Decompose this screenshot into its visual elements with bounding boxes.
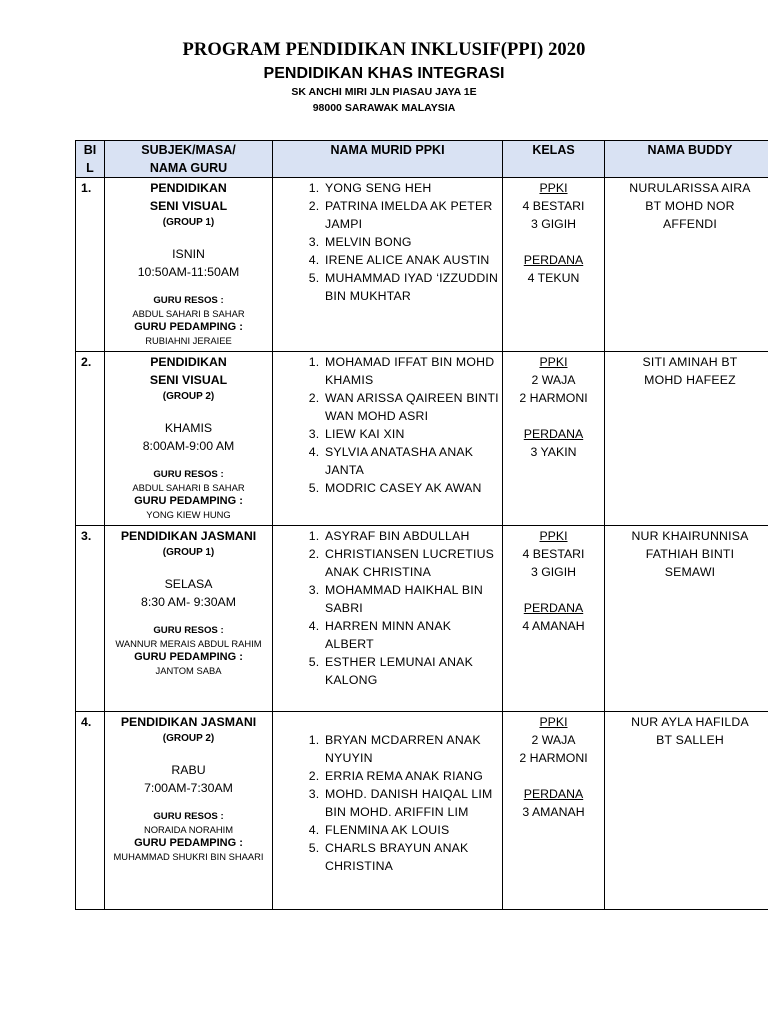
- guru-pedamping-label: GURU PEDAMPING :: [134, 651, 243, 663]
- ppki-class: 3 GIGIH: [530, 565, 577, 579]
- ppki-class: 2 WAJA: [531, 733, 576, 747]
- ppi-schedule-table: [75, 140, 768, 910]
- row-number: 4.: [76, 712, 105, 910]
- table-row: [76, 526, 768, 712]
- guru-resos-name: NORAIDA NORAHIM: [143, 824, 234, 835]
- subject-cell: [105, 526, 273, 712]
- table-header-row: [76, 141, 768, 178]
- subject-cell: [105, 178, 273, 352]
- group-label: (GROUP 2): [162, 391, 215, 402]
- student-item: 2. CHRISTIANSEN LUCRETIUS ANAK CHRISTINA: [323, 545, 502, 581]
- buddy-name-line: NUR AYLA HAFILDA: [631, 715, 749, 729]
- subject-cell: [105, 712, 273, 910]
- buddy-cell: [605, 352, 768, 526]
- guru-pedamping-name: YONG KIEW HUNG: [146, 509, 231, 520]
- guru-pedamping-name: JANTOM SABA: [155, 665, 222, 676]
- buddy-name-line: FATHIAH BINTI: [645, 547, 735, 561]
- guru-pedamping-name: RUBIAHNI JERAIEE: [145, 335, 232, 346]
- guru-resos-label: GURU RESOS :: [153, 625, 224, 636]
- student-item: 5. CHARLS BRAYUN ANAK CHRISTINA: [323, 839, 502, 875]
- buddy-name-line: SEMAWI: [664, 565, 716, 579]
- group-label: (GROUP 2): [162, 733, 215, 744]
- ppki-label: PPKI: [539, 181, 568, 195]
- ppki-label: PPKI: [539, 355, 568, 369]
- school-address-line2: 98000 SARAWAK MALAYSIA: [312, 102, 456, 114]
- student-item: 3. MOHD. DANISH HAIQAL LIM BIN MOHD. ARIFFIN LIM: [323, 785, 502, 821]
- class-cell: [503, 712, 605, 910]
- ppki-class: 4 BESTARI: [522, 547, 585, 561]
- guru-resos-name: ABDUL SAHARI B SAHAR: [132, 482, 245, 493]
- student-item: 1. MOHAMAD IFFAT BIN MOHD KHAMIS: [323, 353, 502, 389]
- student-item: 4. FLENMINA AK LOUIS: [323, 821, 502, 839]
- guru-resos-name: WANNUR MERAIS ABDUL RAHIM: [115, 638, 262, 649]
- buddy-name-line: NUR KHAIRUNNISA: [631, 529, 749, 543]
- student-list: [273, 353, 502, 497]
- ppki-label: PPKI: [539, 529, 568, 543]
- buddy-cell: [605, 526, 768, 712]
- student-item: 1. BRYAN MCDARREN ANAK NYUYIN: [323, 731, 502, 767]
- day-label: ISNIN: [172, 247, 205, 261]
- subject-name: PENDIDIKAN JASMANI: [120, 529, 257, 543]
- perdana-label: PERDANA: [523, 601, 584, 615]
- time-label: 7:00AM-7:30AM: [144, 781, 233, 795]
- table-row: [76, 178, 768, 352]
- group-label: (GROUP 1): [162, 217, 215, 228]
- student-item: 3. MELVIN BONG: [323, 233, 502, 251]
- perdana-class: 4 AMANAH: [522, 619, 585, 633]
- guru-resos-name: ABDUL SAHARI B SAHAR: [132, 308, 245, 319]
- student-item: 1. YONG SENG HEH: [323, 179, 502, 197]
- column-header-buddy: NAMA BUDDY: [605, 141, 768, 178]
- buddy-cell: [605, 712, 768, 910]
- guru-resos-label: GURU RESOS :: [153, 469, 224, 480]
- subject-name-line2: SENI VISUAL: [149, 373, 228, 387]
- students-cell: [273, 712, 503, 910]
- perdana-class: 4 TEKUN: [527, 271, 580, 285]
- time-label: 8:30 AM- 9:30AM: [140, 595, 236, 609]
- student-item: 4. IRENE ALICE ANAK AUSTIN: [323, 251, 502, 269]
- guru-pedamping-label: GURU PEDAMPING :: [134, 321, 243, 333]
- buddy-name-line: BT MOHD NOR: [645, 199, 735, 213]
- perdana-label: PERDANA: [523, 427, 584, 441]
- document-title: PROGRAM PENDIDIKAN INKLUSIF(PPI) 2020: [182, 40, 586, 60]
- buddy-name-line: SITI AMINAH BT: [642, 355, 738, 369]
- subject-name: PENDIDIKAN: [150, 355, 227, 369]
- class-cell: [503, 526, 605, 712]
- students-cell: [273, 352, 503, 526]
- guru-pedamping-name: MUHAMMAD SHUKRI BIN SHAARI: [113, 851, 264, 862]
- student-item: 1. ASYRAF BIN ABDULLAH: [323, 527, 502, 545]
- student-item: 4. HARREN MINN ANAK ALBERT: [323, 617, 502, 653]
- buddy-name-line: NURULARISSA AIRA: [629, 181, 751, 195]
- document-header: [0, 38, 768, 116]
- student-item: 5. MUHAMMAD IYAD ‘IZZUDDIN BIN MUKHTAR: [323, 269, 502, 305]
- buddy-name-line: AFFENDI: [662, 217, 717, 231]
- column-header-subjek: SUBJEK/MASA/ NAMA GURU: [105, 141, 273, 178]
- perdana-label: PERDANA: [523, 787, 584, 801]
- table-row: [76, 712, 768, 910]
- day-label: KHAMIS: [164, 421, 213, 435]
- ppki-label: PPKI: [539, 715, 568, 729]
- column-header-bil: BI L: [76, 141, 105, 178]
- guru-pedamping-label: GURU PEDAMPING :: [134, 495, 243, 507]
- students-cell: [273, 178, 503, 352]
- guru-resos-label: GURU RESOS :: [153, 811, 224, 822]
- subject-name-line2: SENI VISUAL: [149, 199, 228, 213]
- row-number: 1.: [76, 178, 105, 352]
- students-cell: [273, 526, 503, 712]
- subject-name: PENDIDIKAN JASMANI: [120, 715, 257, 729]
- student-item: 5. ESTHER LEMUNAI ANAK KALONG: [323, 653, 502, 689]
- student-list: [273, 527, 502, 689]
- buddy-name-line: MOHD HAFEEZ: [644, 373, 736, 387]
- group-label: (GROUP 1): [162, 547, 215, 558]
- time-label: 10:50AM-11:50AM: [137, 265, 240, 279]
- day-label: RABU: [171, 763, 206, 777]
- student-item: 4. SYLVIA ANATASHA ANAK JANTA: [323, 443, 502, 479]
- row-number: 2.: [76, 352, 105, 526]
- student-list: [273, 179, 502, 305]
- column-header-murid: NAMA MURID PPKI: [273, 141, 503, 178]
- student-item: 3. MOHAMMAD HAIKHAL BIN SABRI: [323, 581, 502, 617]
- student-list: [273, 713, 502, 875]
- buddy-cell: [605, 178, 768, 352]
- perdana-class: 3 AMANAH: [522, 805, 585, 819]
- subject-name: PENDIDIKAN: [150, 181, 227, 195]
- student-item: 2. ERRIA REMA ANAK RIANG: [323, 767, 502, 785]
- student-item: 3. LIEW KAI XIN: [323, 425, 502, 443]
- ppki-class: 4 BESTARI: [522, 199, 585, 213]
- time-label: 8:00AM-9:00 AM: [142, 439, 235, 453]
- column-header-kelas: KELAS: [503, 141, 605, 178]
- student-item: 2. PATRINA IMELDA AK PETER JAMPI: [323, 197, 502, 233]
- guru-pedamping-label: GURU PEDAMPING :: [134, 837, 243, 849]
- school-address-line1: SK ANCHI MIRI JLN PIASAU JAYA 1E: [291, 86, 477, 98]
- class-cell: [503, 178, 605, 352]
- ppki-class: 3 GIGIH: [530, 217, 577, 231]
- subject-cell: [105, 352, 273, 526]
- guru-resos-label: GURU RESOS :: [153, 295, 224, 306]
- student-item: 5. MODRIC CASEY AK AWAN: [323, 479, 502, 497]
- student-item: 2. WAN ARISSA QAIREEN BINTI WAN MOHD ASRI: [323, 389, 502, 425]
- perdana-class: 3 YAKIN: [530, 445, 577, 459]
- class-cell: [503, 352, 605, 526]
- document-subtitle: PENDIDIKAN KHAS INTEGRASI: [263, 65, 505, 82]
- table-row: [76, 352, 768, 526]
- ppki-class: 2 WAJA: [531, 373, 576, 387]
- ppki-class: 2 HARMONI: [519, 751, 588, 765]
- row-number: 3.: [76, 526, 105, 712]
- perdana-label: PERDANA: [523, 253, 584, 267]
- buddy-name-line: BT SALLEH: [656, 733, 724, 747]
- day-label: SELASA: [164, 577, 213, 591]
- ppki-class: 2 HARMONI: [519, 391, 588, 405]
